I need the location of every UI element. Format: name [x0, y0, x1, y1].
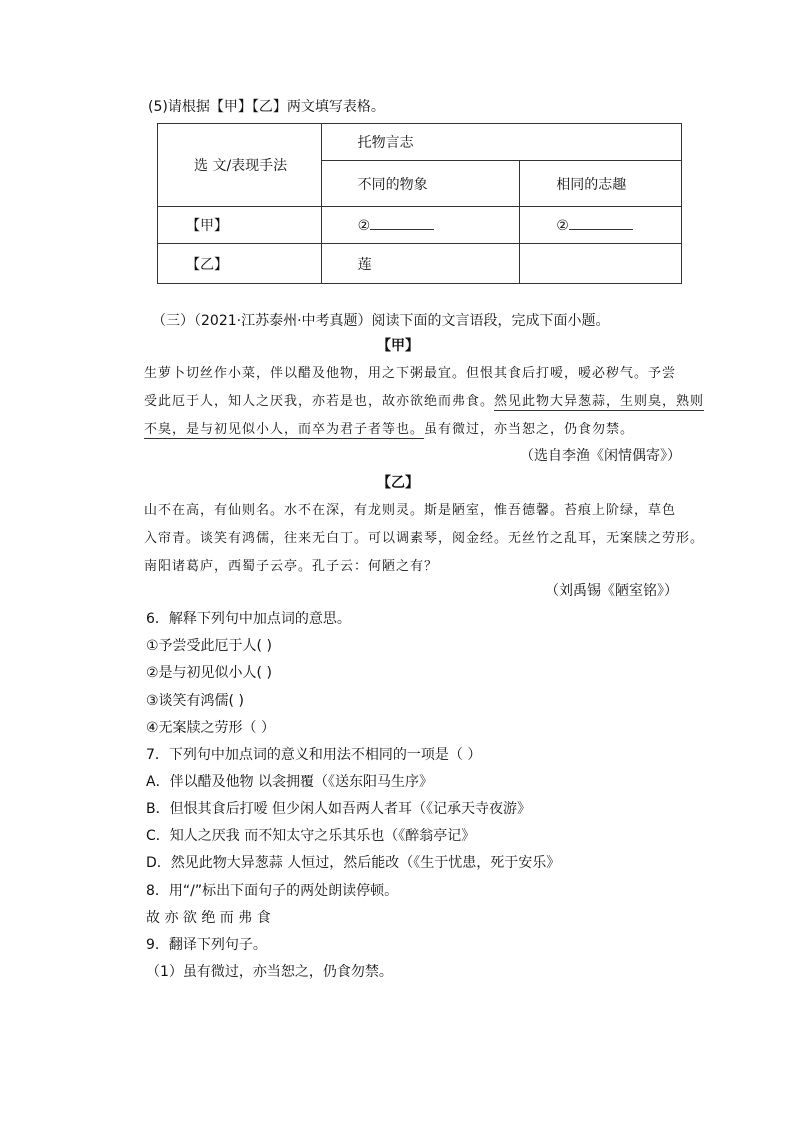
- table-header-top: 托物言志: [321, 124, 681, 161]
- question-6-item-3: ③谈笑有鸿儒( ): [146, 693, 244, 709]
- jia-source: （选自李渔《闲情偶寄》）: [520, 448, 681, 464]
- question-6-item-2: ②是与初见似小人( ): [146, 665, 272, 681]
- answer-blank[interactable]: [569, 217, 633, 230]
- question-9-item-1: （1）虽有微过，亦当恕之，仍食勿禁。: [146, 964, 393, 980]
- question-7-option-c: C．知人之厌我 而不知太守之乐其乐也（《醉翁亭记》: [146, 828, 476, 844]
- answer-table: [157, 123, 682, 284]
- question-9: 9．翻译下列句子。: [146, 937, 267, 953]
- question-7: 7．下列句中加点词的意义和用法不相同的一项是（ ）: [146, 747, 482, 763]
- circle-two-mark: ②: [357, 217, 371, 234]
- question-8: 8．用“/”标出下面句子的两处朗读停顿。: [146, 883, 399, 899]
- circle-two-mark: ②: [556, 217, 569, 234]
- jia-line-1: 生萝卜切丝作小菜，伴以醋及他物，用之下粥最宜。但恨其食后打嗳，嗳必秽气。予尝: [144, 366, 677, 381]
- yi-line-1: 山不在高，有仙则名。水不在深，有龙则灵。斯是陋室，惟吾德馨。苔痕上阶绿，草色: [144, 503, 677, 518]
- table-row1-label: 【甲】: [158, 207, 322, 244]
- table-row2-cell1: 莲: [321, 244, 520, 284]
- yi-line-2: 入帘青。谈笑有鸿儒，往来无白丁。可以调素琴，阅金经。无丝竹之乱耳，无案牍之劳形。: [144, 531, 705, 546]
- answer-blank[interactable]: [370, 217, 434, 230]
- question-7-option-a: A．伴以醋及他物 以衾拥覆（《送东阳马生序》: [146, 774, 434, 790]
- yi-title: 【乙】: [377, 475, 419, 491]
- table-row2-label: 【乙】: [158, 244, 322, 284]
- table-col1-header: 不同的物象: [321, 161, 520, 207]
- yi-line-3: 南阳诸葛庐，西蜀子云亭。孔子云：何陋之有？: [144, 559, 439, 574]
- question-6-item-1: ①予尝受此厄于人( ): [146, 638, 272, 654]
- question-7-option-b: B．但恨其食后打嗳 但少闲人如吾两人者耳（《记承天寺夜游》: [146, 801, 532, 817]
- jia-title: 【甲】: [377, 338, 419, 354]
- question-7-option-d: D．然见此物大异葱蒜 人恒过，然后能改（《生于忧患，死于安乐》: [146, 855, 561, 871]
- question-6-item-4: ④无案牍之劳形（ ）: [146, 720, 276, 736]
- table-header-left: 选 文/表现手法: [158, 124, 322, 207]
- table-row2-cell2[interactable]: [520, 244, 682, 284]
- jia-line-2: 受此厄于人，知人之厌我，亦若是也，故亦欲绝而弗食。然见此物大异葱蒜，生则臭，熟则: [144, 394, 705, 409]
- question-8-sentence: 故 亦 欲 绝 而 弗 食: [146, 910, 271, 926]
- table-col2-header: 相同的志趣: [520, 161, 682, 207]
- yi-source: （刘禹锡《陋室铭》）: [545, 583, 678, 599]
- table-row1-cell1[interactable]: [321, 207, 520, 244]
- underlined-text: 然见此物大异葱蒜，生则臭，熟则: [494, 394, 705, 409]
- q5-instruction: (5)请根据【甲】【乙】两文填写表格。: [148, 99, 385, 115]
- jia-line-3: 不臭，是与初见似小人，而卒为君子者等也。虽有微过，亦当恕之，仍食勿禁。: [144, 422, 635, 437]
- section-intro: （三）（2021·江苏泰州·中考真题）阅读下面的文言语段，完成下面小题。: [152, 313, 610, 329]
- question-6: 6．解释下列句中加点词的意思。: [146, 611, 351, 627]
- table-row1-cell2[interactable]: [520, 207, 682, 244]
- underlined-text: 不臭，是与初见似小人，而卒为君子者等也。: [144, 422, 425, 437]
